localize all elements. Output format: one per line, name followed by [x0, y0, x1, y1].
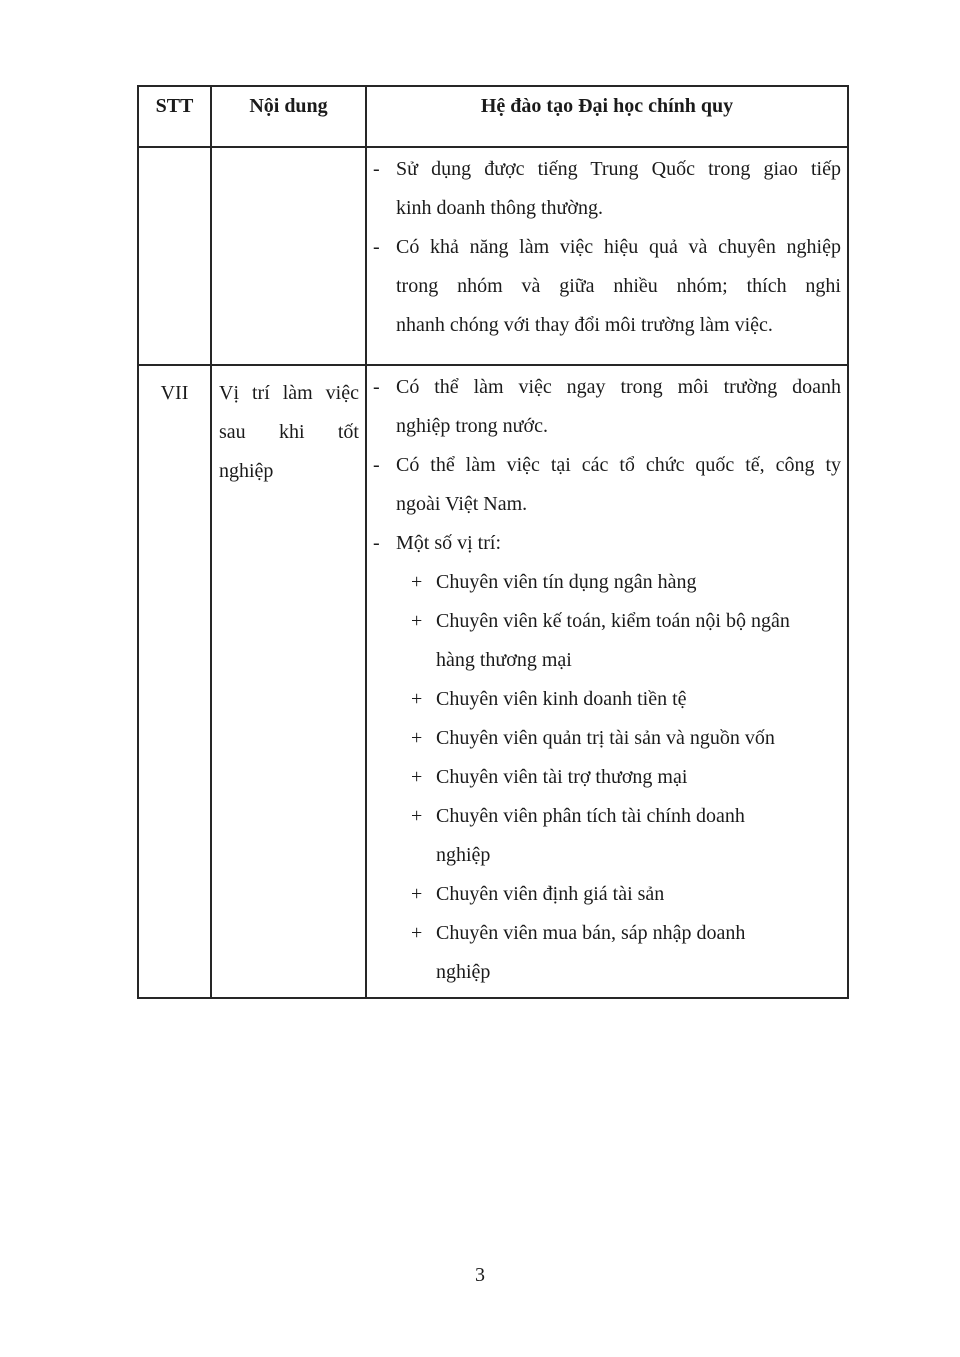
header-stt: STT: [138, 86, 211, 147]
plus-marker: +: [411, 571, 423, 593]
content-line: Chuyên viên quản trị tài sản và nguồn vốn: [436, 727, 775, 749]
content-line: ngoài Việt Nam.: [396, 493, 528, 515]
plus-marker: +: [411, 883, 423, 905]
content-line: nhanh chóng với thay đổi môi trường làm việc.: [396, 314, 773, 336]
dash-marker: -: [373, 376, 380, 398]
table-row: [138, 147, 848, 365]
content-line: Có khả năng làm việc hiệu quả và chuyên nghiệp: [396, 236, 841, 258]
content-line: Chuyên viên phân tích tài chính doanh: [436, 805, 745, 827]
cell-content: [366, 147, 848, 365]
curriculum-table: [137, 85, 849, 999]
content-line: Chuyên viên kế toán, kiểm toán nội bộ ngân: [436, 610, 790, 632]
content-item: [371, 368, 841, 446]
cell-noi-dung: [211, 147, 366, 365]
content-item: [371, 680, 841, 719]
plus-marker: +: [411, 688, 423, 710]
plus-marker: +: [411, 610, 423, 632]
content-line: nghiệp trong nước.: [396, 415, 548, 437]
content-line: Chuyên viên kinh doanh tiền tệ: [436, 688, 687, 710]
content-item: [371, 797, 841, 875]
noi-dung-line: nghiệp: [219, 460, 274, 482]
cell-content: [366, 365, 848, 998]
content-line: hàng thương mại: [436, 649, 572, 671]
content-line: nghiệp: [436, 961, 491, 983]
table-header-row: [138, 86, 848, 147]
content-item: [371, 524, 841, 563]
content-item: [371, 914, 841, 992]
page-number: 3: [475, 1264, 485, 1286]
header-noi-dung: Nội dung: [211, 86, 366, 147]
content-line: Chuyên viên định giá tài sản: [436, 883, 665, 905]
content-item: [371, 602, 841, 680]
content-line: Chuyên viên mua bán, sáp nhập doanh: [436, 922, 746, 944]
content-item: [371, 150, 841, 228]
header-he-dao-tao: Hệ đào tạo Đại học chính quy: [366, 86, 848, 147]
cell-stt: VII: [138, 365, 211, 998]
content-item: [371, 758, 841, 797]
content-line: Có thể làm việc ngay trong môi trường doanh: [396, 376, 841, 398]
table-row: [138, 365, 848, 998]
content-item: [371, 719, 841, 758]
dash-marker: -: [373, 454, 380, 476]
content-item: [371, 875, 841, 914]
plus-marker: +: [411, 766, 423, 788]
plus-marker: +: [411, 727, 423, 749]
content-line: Sử dụng được tiếng Trung Quốc trong giao tiếp: [396, 158, 841, 180]
plus-marker: +: [411, 805, 423, 827]
dash-marker: -: [373, 158, 380, 180]
content-line: Chuyên viên tài trợ thương mại: [436, 766, 688, 788]
content-line: kinh doanh thông thường.: [396, 197, 603, 219]
content-line: Có thể làm việc tại các tổ chức quốc tế, công ty: [396, 454, 841, 476]
dash-marker: -: [373, 532, 380, 554]
noi-dung-line: Vị trí làm việc: [219, 382, 359, 404]
content-item: [371, 446, 841, 524]
content-line: trong nhóm và giữa nhiều nhóm; thích nghi: [396, 275, 841, 297]
content-line: Một số vị trí:: [396, 532, 502, 554]
dash-marker: -: [373, 236, 380, 258]
cell-stt: [138, 147, 211, 365]
content-item: [371, 563, 841, 602]
table-body: [138, 147, 848, 998]
noi-dung-line: sau khi tốt: [219, 421, 359, 443]
content-item: [371, 228, 841, 345]
content-line: Chuyên viên tín dụng ngân hàng: [436, 571, 697, 593]
plus-marker: +: [411, 922, 423, 944]
content-line: nghiệp: [436, 844, 491, 866]
cell-noi-dung: [211, 365, 366, 998]
